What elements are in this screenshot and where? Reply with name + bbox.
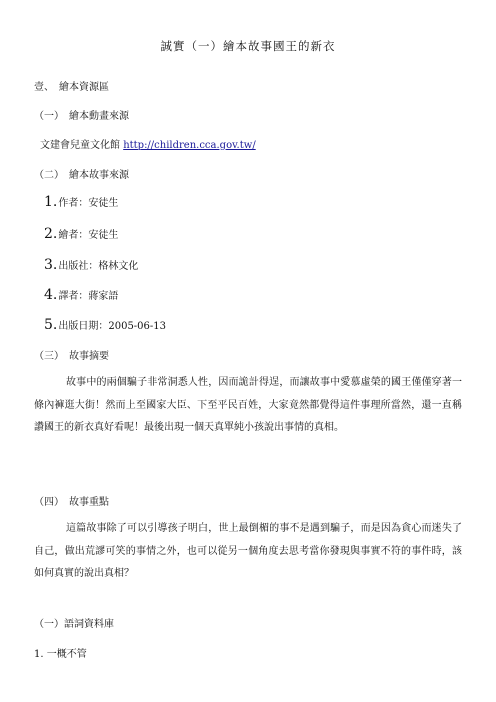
subheading-vocabulary: （一）語詞資料庫: [34, 619, 114, 630]
list-text: 作者：安徒生: [58, 198, 119, 209]
list-item-author: [44, 194, 118, 210]
list-number: 1.: [44, 194, 58, 210]
page-title: 誠實（一）繪本故事國王的新衣: [160, 39, 336, 53]
list-text: 譯者：蔣家語: [58, 291, 119, 302]
list-number: 2.: [44, 226, 58, 242]
subheading-summary: （三） 故事摘要: [34, 351, 109, 362]
list-item-publish-date: [44, 317, 166, 333]
list-text: 繪者：安徒生: [58, 230, 119, 241]
list-text: 出版日期：2005-06-13: [58, 321, 167, 332]
list-text: 出版社：格林文化: [58, 261, 139, 272]
subheading-animation-source: （一） 繪本動畫來源: [34, 111, 129, 122]
list-item-illustrator: [44, 226, 118, 242]
list-number: 3.: [44, 257, 58, 273]
source-label: 文建會兒童文化館: [40, 140, 120, 151]
key-points-paragraph: 這篇故事除了可以引導孩子明白，世上最倒楣的事不是遇到騙子，而是因為貪心而迷失了自己，做出荒謬可笑的事情之外，也可以從另一個角度去思考當你發現與事實不符的事件時，該如何真實的說出真相？: [34, 523, 462, 579]
subheading-story-source: （二） 繪本故事來源: [34, 170, 129, 181]
section-heading-resources: 壹、 繪本資源區: [34, 82, 109, 93]
list-number: 5.: [44, 317, 58, 333]
list-item-publisher: [44, 257, 138, 273]
list-number: 4.: [44, 287, 58, 303]
source-link[interactable]: http://children.cca.gov.tw/: [123, 140, 256, 151]
subheading-key-points: （四） 故事重點: [34, 497, 109, 508]
vocabulary-item: 1. 一概不管: [34, 649, 87, 660]
source-line: [40, 136, 256, 151]
summary-paragraph: 故事中的兩個騙子非常洞悉人性，因而詭計得逞，而讓故事中愛慕虛榮的國王僅僅穿著一條內褲逛大街！然而上至國家大臣、下至平民百姓，大家竟然都覺得這件事理所當然，還一直稱讚國王的新衣真好看呢！最後出現一個天真單純小孩說出事情的真相。: [34, 377, 462, 433]
list-item-translator: [44, 287, 118, 303]
